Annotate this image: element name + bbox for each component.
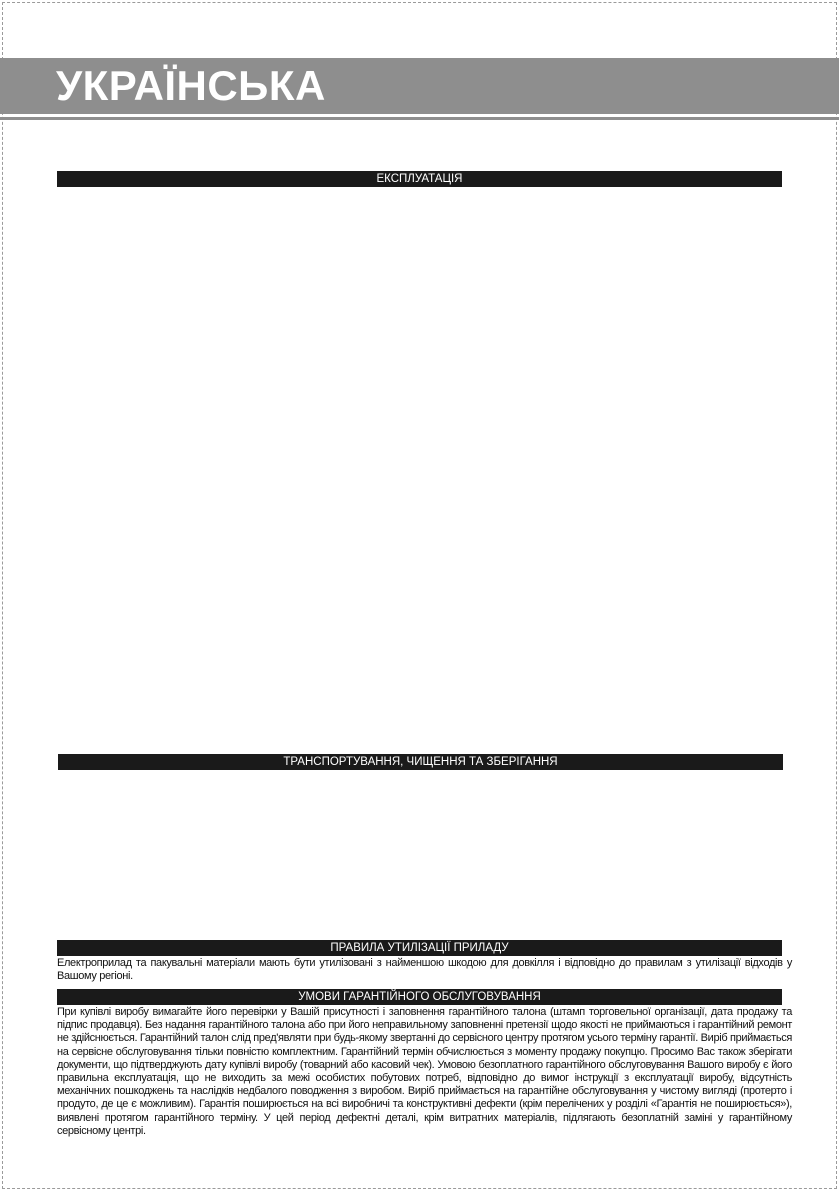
section-title-operation: ЕКСПЛУАТАЦІЯ bbox=[57, 171, 782, 187]
disposal-text: Електроприлад та пакувальні матеріали мають бути утилізовані з найменшою шкодою для довкілля і відповідно до правилам з утилізації відходів у Вашому регіоні. bbox=[57, 957, 792, 983]
section-title-transport: ТРАНСПОРТУВАННЯ, ЧИЩЕННЯ ТА ЗБЕРІГАННЯ bbox=[58, 754, 783, 770]
section-title-warranty: УМОВИ ГАРАНТІЙНОГО ОБСЛУГОВУВАННЯ bbox=[57, 989, 782, 1005]
section-title-disposal: ПРАВИЛА УТИЛІЗАЦІЇ ПРИЛАДУ bbox=[57, 940, 782, 956]
language-title: УКРАЇНСЬКА bbox=[56, 62, 326, 109]
warranty-text: При купівлі виробу вимагайте його перевірки у Вашій присутності і заповнення гарантійного талона (штамп торговельної організації, дата продажу та підпис продавця). Без надання гарантійного талона або при його неправильному заповненні претензії щодо якості не приймаються і гарантійний ремонт не здійснюється. Гарантійний талон слід пред'являти при будь-якому звертанні до сервісного центру протягом усього терміну гарантії. Виріб приймається на сервісне обслуговування тільки повністю комплектним. Гарантійний термін обчислюється з моменту продажу покупцю. Просимо Вас також зберігати документи, що підтверджують дату купівлі виробу (товарний або касовий чек). Умовою безоплатного гарантійного обслуговування Вашого виробу є його правильна експлуатація, що не виходить за межі особистих побутових потреб, відповідно до вимог інструкції з експлуатації виробу, відсутність механічних пошкоджень та наслідків недбалого поводження з виробом. Виріб приймається на гарантійне обслуговування у чистому вигляді (протерто і продуто, де це є можливим). Гарантія поширюється на всі виробничі та конструктивні дефекти (крім перелічених у розділі «Гарантія не поширюється»), виявлені протягом гарантійного терміну. У цей період дефектні деталі, крім витратних матеріалів, підлягають безоплатній заміні у гарантійному сервісному центрі. bbox=[57, 1006, 793, 1137]
header-underline bbox=[0, 117, 839, 120]
